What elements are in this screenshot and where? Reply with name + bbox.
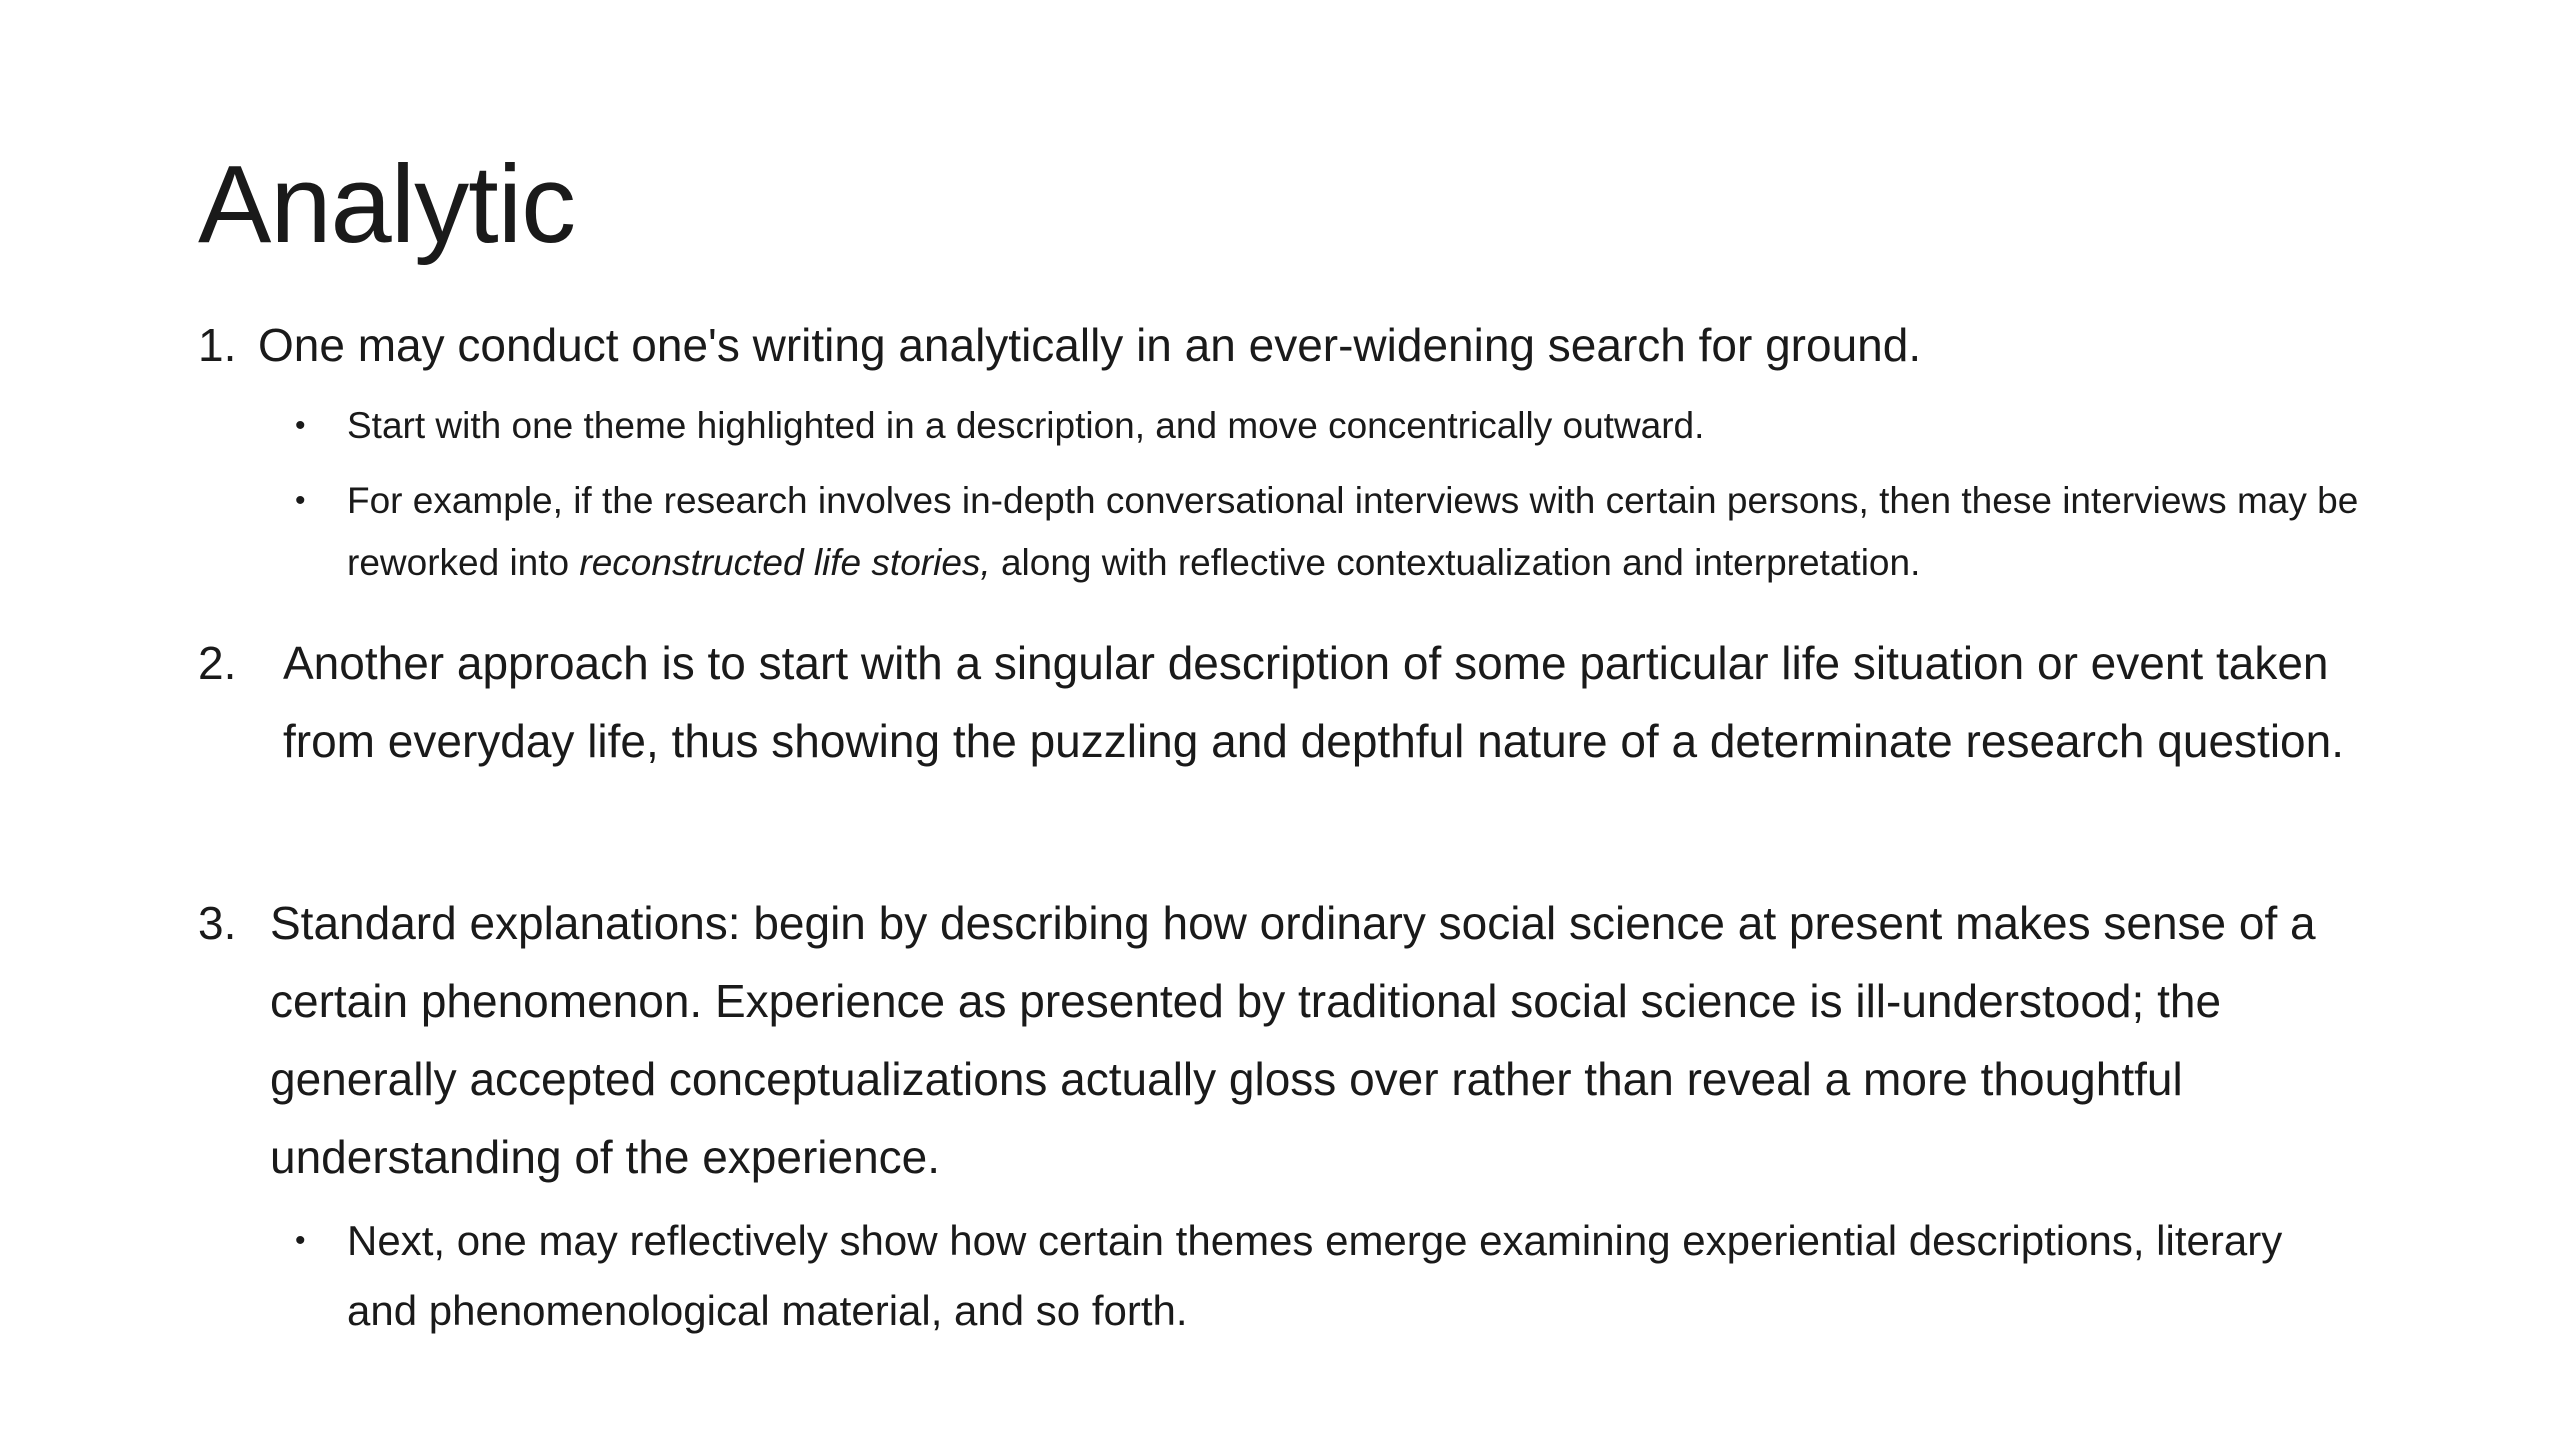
sub-bullet <box>295 1206 2295 1346</box>
bullet-text <box>295 470 2415 594</box>
sub-bullet <box>295 470 2415 594</box>
slide-title: Analytic <box>198 143 576 266</box>
sub-bullet <box>295 395 2375 457</box>
bullet-icon: • <box>295 484 306 517</box>
bullet-text-italic: reconstructed life stories, <box>579 542 991 583</box>
bullet-text-before: For example, if the research involves in-depth conversational interviews with certain persons, then these interviews may be reworked into <box>347 480 2359 583</box>
item-text: Another approach is to start with a singular description of some particular life situation or event taken from everyday life, thus showing the puzzling and depthful nature of a determinate research question. <box>283 637 2344 767</box>
bullet-text: Next, one may reflectively show how certain themes emerge examining experiential descriptions, literary and phenomenological material, and so forth. <box>347 1217 2283 1334</box>
item-text: One may conduct one's writing analytically in an ever-widening search for ground. <box>258 319 1922 371</box>
bullet-text: Start with one theme highlighted in a description, and move concentrically outward. <box>347 405 1705 446</box>
item-text: Standard explanations: begin by describing how ordinary social science at present makes sense of a certain phenomenon. Experience as presented by traditional social science is ill-understood; the generally accepted conceptualizations actually gloss over rather than reveal a more thoughtful understanding of the experience. <box>270 897 2316 1183</box>
list-item-3 <box>198 884 2398 1196</box>
bullet-icon: • <box>295 1224 306 1257</box>
list-item-2 <box>198 624 2398 780</box>
item-number: 3. <box>198 897 237 949</box>
bullet-icon: • <box>295 409 306 442</box>
bullet-text-after: along with reflective contextualization and interpretation. <box>990 542 1921 583</box>
item-number: 2. <box>198 637 237 689</box>
item-number: 1. <box>198 319 237 371</box>
list-item-1 <box>198 305 2398 385</box>
